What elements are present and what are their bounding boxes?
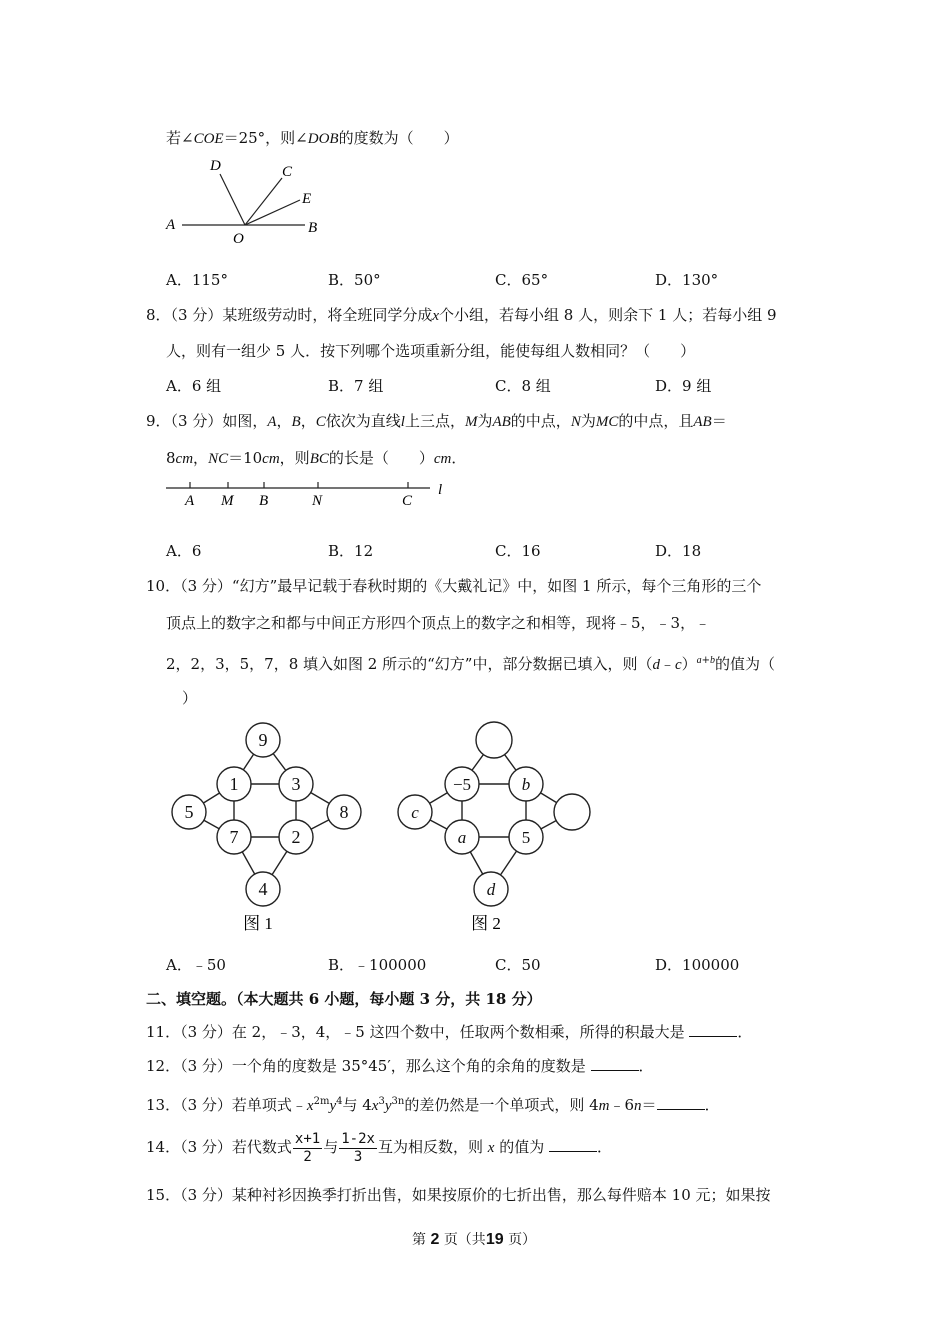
- fig1-caption: 图 1: [243, 914, 273, 933]
- q7-option-d: D．130°: [655, 271, 719, 289]
- fig1-top: 9: [258, 730, 268, 750]
- point-C: C: [402, 493, 413, 509]
- label-E: E: [302, 191, 312, 207]
- q10-option-a: A．﹣50: [166, 956, 226, 974]
- q8-line1: 8．（3 分）某班级劳动时，将全班同学分成x个小组，若每小组 8 人，则余下 1 人；若每小组 9: [146, 306, 777, 324]
- page-footer: 第 2 页（共19 页）: [412, 1231, 537, 1248]
- q10-line3: 2，2，3，5，7，8 填入如图 2 所示的“幻方”中，部分数据已填入，则（d﹣c）$^{a+b}$的值为（: [166, 655, 776, 673]
- q10-line1: 10．（3 分）“幻方”最早记载于春秋时期的《大戴礼记》中，如图 1 所示，每个三角形的三个: [146, 577, 762, 595]
- label-O: O: [233, 231, 244, 247]
- section-2-title: 二、填空题。（本大题共 6 小题，每小题 3 分，共 18 分）: [146, 990, 542, 1008]
- q10-option-c: C．50: [495, 956, 541, 974]
- fig2-bl: a: [457, 828, 467, 847]
- q7-option-a: A．115°: [166, 271, 228, 289]
- label-A: A: [166, 217, 176, 233]
- q10-option-d: D．100000: [655, 956, 740, 974]
- fig2-tl: −5: [452, 775, 472, 794]
- q8-option-a: A．6 组: [166, 377, 222, 395]
- q11: 11．（3 分）在 2，﹣3，4，﹣5 这四个数中，任取两个数相乘，所得的积最大是 ．: [146, 1023, 753, 1041]
- q12: 12．（3 分）一个角的度数是 35°45′，那么这个角的余角的度数是 ．: [146, 1057, 654, 1075]
- q9-option-d: D．18: [655, 542, 702, 560]
- q8-option-d: D．9 组: [655, 377, 712, 395]
- fig1-tr: 3: [291, 774, 301, 794]
- fig1-br: 2: [291, 827, 301, 847]
- q10-line4: ）: [182, 689, 198, 707]
- q14: 14．（3 分）若代数式 $\frac{x+1}{2}$ 与 $\frac{1-2x}{3}$ 互为相反数，则 x 的值为 ．: [146, 1130, 612, 1165]
- point-N: N: [312, 493, 323, 509]
- q13: 13．（3 分）若单项式$﹣x^{2m}y^4$与 $4x^3y^{3n}$的差仍然是一个单项式，则 4m﹣6n＝ ．: [146, 1096, 720, 1114]
- fig2-br: 5: [521, 828, 531, 847]
- q7-stem: 若∠COE＝25°，则∠DOB的度数为（ ）: [166, 129, 459, 147]
- label-B: B: [308, 220, 318, 236]
- q13-answer-blank[interactable]: [657, 1095, 705, 1110]
- fig2-tr: b: [521, 775, 531, 794]
- point-B: B: [259, 493, 269, 509]
- magic-square-figure-2: [392, 716, 602, 938]
- point-M: M: [221, 493, 234, 509]
- q11-answer-blank[interactable]: [689, 1022, 737, 1037]
- fig2-bottom: d: [486, 880, 496, 899]
- q10-line2: 顶点上的数字之和都与中间正方形四个顶点上的数字之和相等，现将﹣5，﹣3，﹣: [166, 614, 711, 632]
- q9-option-a: A．6: [166, 542, 202, 560]
- q9-line2: 8cm，NC＝10cm，则BC的长是（ ）cm．: [166, 449, 467, 467]
- fig2-left: c: [411, 803, 419, 822]
- q14-fraction-2: $\frac{1-2x}{3}$: [341, 1130, 375, 1165]
- q7-option-c: C．65°: [495, 271, 549, 289]
- q7-angle-figure: [160, 150, 340, 250]
- fig1-bottom: 4: [258, 879, 268, 899]
- label-D: D: [210, 158, 221, 174]
- q10-option-b: B．﹣100000: [328, 956, 427, 974]
- magic-square-figure-1: [166, 716, 366, 938]
- q8-option-b: B．7 组: [328, 377, 384, 395]
- q12-answer-blank[interactable]: [591, 1056, 639, 1071]
- q7-option-b: B．50°: [328, 271, 381, 289]
- fig2-caption: 图 2: [471, 914, 501, 933]
- fig1-tl: 1: [229, 774, 239, 794]
- q14-fraction-1: $\frac{x+1}{2}$: [294, 1130, 321, 1165]
- line-l: l: [438, 482, 443, 498]
- fig1-bl: 7: [229, 827, 239, 847]
- q15-line1: 15．（3 分）某种衬衫因换季打折出售，如果按原价的七折出售，那么每件赔本 10 元；如果按: [146, 1186, 771, 1204]
- point-A: A: [185, 493, 195, 509]
- q8-option-c: C．8 组: [495, 377, 551, 395]
- fig1-left: 5: [184, 802, 194, 822]
- q9-line-figure: [160, 476, 460, 512]
- q9-line1: 9．（3 分）如图，A，B，C依次为直线l上三点，M为AB的中点，N为MC的中点，且AB＝: [146, 412, 727, 430]
- label-C: C: [282, 164, 293, 180]
- q9-option-b: B．12: [328, 542, 374, 560]
- q9-option-c: C．16: [495, 542, 541, 560]
- q8-line2: 人，则有一组少 5 人．按下列哪个选项重新分组，能使每组人数相同？（ ）: [166, 342, 696, 360]
- q14-answer-blank[interactable]: [549, 1137, 597, 1152]
- fig1-right: 8: [339, 802, 349, 822]
